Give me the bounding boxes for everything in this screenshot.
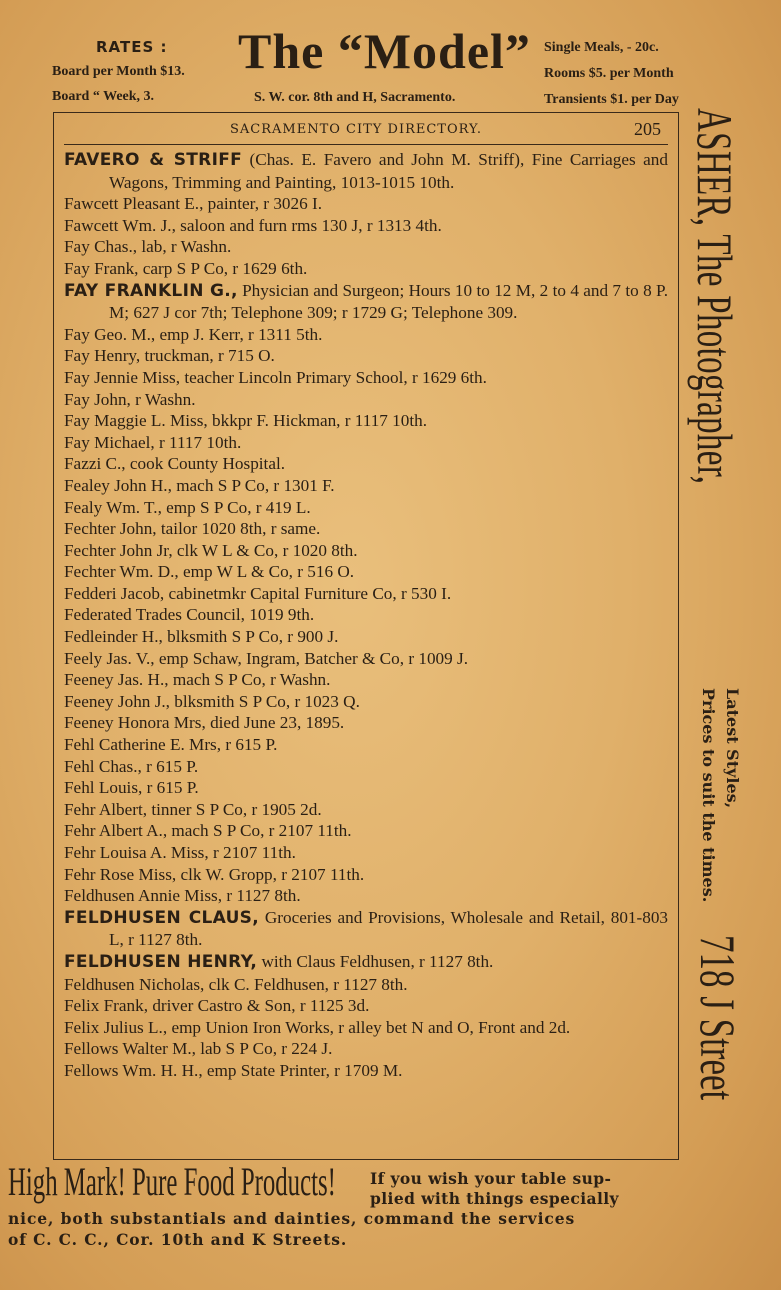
entry-name: Fay Geo. M., <box>64 324 156 344</box>
entry-details: r Washn. <box>130 389 196 409</box>
entry-details: emp Union Iron Works, r alley bet N and O, Front and 2d. <box>167 1017 571 1037</box>
directory-entry <box>64 258 668 280</box>
entry-details: Physician and Surgeon; Hours 10 to 12 M, 2 to 4 and 7 to 8 P. M; 627 J cor 7th; Telephone 309; r 1729 G; Telephone 309. <box>109 280 668 323</box>
directory-entry <box>64 648 668 670</box>
directory-entry <box>64 864 668 886</box>
entry-name: FAVERO & STRIFF <box>64 150 243 170</box>
entry-details: tinner S P Co, r 1905 2d. <box>147 799 322 819</box>
directory-entry <box>64 691 668 713</box>
photographer-ad <box>687 108 743 678</box>
entry-details: lab S P Co, r 224 J. <box>195 1039 333 1059</box>
entry-details: painter, r 3026 I. <box>203 194 323 214</box>
entry-details: clk W L & Co, r 1020 8th. <box>172 540 358 560</box>
model-hotel-title: The “Model” <box>238 23 531 79</box>
entry-details: teacher Lincoln Primary School, r 1629 6th. <box>180 367 487 387</box>
directory-entry <box>64 1060 668 1082</box>
entry-details: lab, r Washn. <box>137 237 232 257</box>
entry-name: Fawcett Wm. J., <box>64 215 176 235</box>
photographer-ad-main: ASHER, The Photographer, <box>687 108 743 485</box>
directory-entry <box>64 410 668 432</box>
directory-entry <box>64 799 668 821</box>
entry-name: Feldhusen Nicholas, <box>64 974 205 994</box>
entry-name: Fellows Wm. H. H., <box>64 1060 203 1080</box>
directory-entry <box>64 907 668 951</box>
entry-details: r 1127 8th. <box>222 886 301 906</box>
entry-name: Fedderi Jacob, <box>64 583 165 603</box>
entry-name: Fehl Louis, <box>64 778 143 798</box>
entry-name: Fechter Wm. D., <box>64 562 179 582</box>
directory-entry <box>64 583 668 605</box>
page-number: 205 <box>634 119 661 139</box>
entry-name: Felix Julius L., <box>64 1017 168 1037</box>
entry-details: mach S P Co, r 2107 11th. <box>167 821 352 841</box>
rates-board-month: Board per Month $13. <box>52 64 185 79</box>
directory-entry <box>64 236 668 258</box>
entry-details: emp Schaw, Ingram, Batcher & Co, r 1009 J. <box>154 648 469 668</box>
entry-details: r 1117 10th. <box>154 432 242 452</box>
directory-entry <box>64 974 668 996</box>
entry-details: saloon and furn rms 130 J, r 1313 4th. <box>175 215 442 235</box>
entry-details: with Claus Feldhusen, r 1127 8th. <box>257 951 494 971</box>
entry-name: Fay Chas., <box>64 237 138 257</box>
entry-details: r 615 P. <box>221 735 278 755</box>
directory-entry <box>64 540 668 562</box>
footer-ad-line3: nice, both substantials and dainties, command the services <box>8 1209 576 1228</box>
entry-name: Feeney Honora Mrs, <box>64 713 206 733</box>
entry-details: mach S P Co, r Washn. <box>168 670 331 690</box>
entry-details: 1019 9th. <box>244 605 315 625</box>
entry-details: emp J. Kerr, r 1311 5th. <box>155 324 323 344</box>
directory-entry <box>64 367 668 389</box>
directory-entry <box>64 1038 668 1060</box>
directory-entry <box>64 626 668 648</box>
directory-entry <box>64 604 668 626</box>
directory-entries <box>64 149 668 1082</box>
entry-name: Felix Frank, <box>64 996 149 1016</box>
entry-name: Fay Jennie Miss, <box>64 367 181 387</box>
directory-entry <box>64 453 668 475</box>
entry-name: Fay Maggie L. Miss, <box>64 411 208 431</box>
entry-details: driver Castro & Son, r 1125 3d. <box>148 996 370 1016</box>
entry-details: clk C. Feldhusen, r 1127 8th. <box>204 974 408 994</box>
latest-styles-text: Latest Styles, <box>723 688 742 809</box>
directory-entry <box>64 842 668 864</box>
directory-entry <box>64 561 668 583</box>
entry-details: cabinetmkr Capital Furniture Co, r 530 I. <box>164 583 452 603</box>
entry-name: Fechter John, <box>64 519 157 539</box>
directory-entry <box>64 995 668 1017</box>
photographer-address: 718 J Street <box>690 935 746 1101</box>
entry-details: carp S P Co, r 1629 6th. <box>138 258 308 278</box>
entry-name: Fealey John H., <box>64 475 172 495</box>
entry-details: bkkpr F. Hickman, r 1117 10th. <box>207 411 428 431</box>
header-advertisement <box>0 0 781 112</box>
entry-details: r 615 P. <box>142 778 199 798</box>
directory-entry <box>64 280 668 324</box>
prices-text: Prices to suit the times. <box>699 688 718 903</box>
entry-name: Fehr Louisa A. Miss, <box>64 843 209 862</box>
entry-name: FAY FRANKLIN G., <box>64 280 238 301</box>
directory-entry <box>64 149 668 193</box>
directory-entry <box>64 951 668 974</box>
entry-details: Groceries and Provisions, Wholesale and Retail, 801-803 L, r 1127 8th. <box>109 907 669 950</box>
entry-details: r 2107 11th. <box>208 843 296 862</box>
single-meals-rate: Single Meals, - 20c. <box>544 40 659 55</box>
entry-name: Fay Henry, <box>64 346 141 366</box>
entry-name: Feeney Jas. H., <box>64 670 169 690</box>
directory-entry <box>64 756 668 778</box>
directory-entry <box>64 497 668 519</box>
entry-name: Fay Frank, <box>64 258 139 278</box>
entry-name: Fazzi C., <box>64 454 126 474</box>
directory-entry <box>64 1017 668 1039</box>
entry-details: mach S P Co, r 1301 F. <box>171 475 335 495</box>
photographer-address-ad <box>690 935 746 1171</box>
directory-entry <box>64 432 668 454</box>
transients-rate: Transients $1. per Day <box>544 92 679 107</box>
entry-details: blksmith S P Co, r 1023 Q. <box>169 691 360 711</box>
entry-details: tailor 1020 8th, r same. <box>156 519 321 539</box>
entry-name: Fawcett Pleasant E., <box>64 194 204 214</box>
running-head: SACRAMENTO CITY DIRECTORY. <box>230 122 483 137</box>
entry-name: FELDHUSEN CLAUS, <box>64 907 259 928</box>
directory-entry <box>64 345 668 367</box>
footer-ad-line2: plied with things especially <box>370 1189 619 1208</box>
header-rule <box>64 144 668 145</box>
entry-details: r 615 P. <box>141 756 199 776</box>
entry-name: Fehr Rose Miss, <box>64 864 177 884</box>
entry-name: Feeney John J., <box>64 691 170 711</box>
entry-name: Fehr Albert, <box>64 799 148 819</box>
entry-name: Federated Trades Council, <box>64 605 245 625</box>
entry-name: Fehl Chas., <box>64 756 142 776</box>
directory-entry <box>64 518 668 540</box>
rates-board-week: Board “ Week, 3. <box>52 89 155 104</box>
entry-details: blksmith S P Co, r 900 J. <box>162 627 339 647</box>
footer-slogan: High Mark! Pure Food Products! <box>8 1159 336 1204</box>
entry-name: Fealy Wm. T., <box>64 497 162 517</box>
entry-details: cook County Hospital. <box>125 454 286 474</box>
entry-details: emp S P Co, r 419 L. <box>161 497 311 517</box>
directory-entry <box>64 389 668 411</box>
rooms-rate: Rooms $5. per Month <box>544 66 674 81</box>
entry-details: truckman, r 715 O. <box>140 346 275 366</box>
entry-name: Feldhusen Annie Miss, <box>64 886 223 906</box>
entry-name: Fellows Walter M., <box>64 1039 196 1059</box>
directory-entry <box>64 475 668 497</box>
footer-ad-line4: of C. C. C., Cor. 10th and K Streets. <box>8 1230 348 1249</box>
directory-entry <box>64 777 668 799</box>
directory-entry <box>64 215 668 237</box>
footer-ad-line1: If you wish your table sup- <box>370 1169 612 1188</box>
directory-entry <box>64 669 668 691</box>
entry-name: Fehr Albert A., <box>64 821 168 841</box>
entry-name: Fay Michael, <box>64 432 155 452</box>
entry-name: Fay John, <box>64 389 131 409</box>
entry-details: died June 23, 1895. <box>205 713 345 733</box>
directory-entry <box>64 712 668 734</box>
model-hotel-address: S. W. cor. 8th and H, Sacramento. <box>254 90 456 105</box>
entry-details: clk W. Gropp, r 2107 11th. <box>176 864 365 884</box>
entry-name: Fedleinder H., <box>64 627 163 647</box>
entry-details: (Chas. E. Favero and John M. Striff), Fine Carriages and Wagons, Trimming and Painting, 1013-1015 10th. <box>109 150 668 192</box>
directory-entry <box>64 324 668 346</box>
directory-entry <box>64 820 668 842</box>
entry-name: Fechter John Jr, <box>64 540 173 560</box>
rates-title: RATES : <box>96 38 168 56</box>
directory-entry <box>64 193 668 215</box>
entry-details: emp W L & Co, r 516 O. <box>178 562 355 582</box>
entry-name: FELDHUSEN HENRY, <box>64 951 258 972</box>
entry-name: Fehl Catherine E. Mrs, <box>64 735 222 755</box>
directory-entry <box>64 734 668 756</box>
entry-name: Feely Jas. V., <box>64 648 155 668</box>
directory-entry <box>64 885 668 907</box>
entry-details: emp State Printer, r 1709 M. <box>202 1060 403 1080</box>
